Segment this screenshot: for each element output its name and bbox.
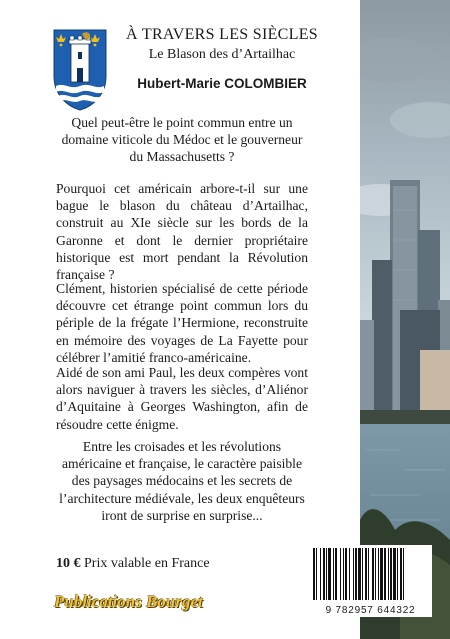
book-title: À TRAVERS LES SIÈCLES (126, 26, 318, 43)
barcode-bar (355, 548, 357, 600)
coat-of-arms-icon (52, 28, 108, 112)
barcode-bar (365, 548, 367, 600)
publisher-logo: Publications Bourget (54, 592, 203, 611)
barcode-bar (326, 548, 327, 600)
barcode-bar (380, 548, 383, 600)
blurb-paragraph-2: Pourquoi cet américain arbore-t-il sur une bague le blason du château d’Artailhac, construit au XIe siècle sur les bords de la Garonne et dont le dernier propriétaire historique est mort pendant la Révolution française ? (56, 181, 308, 283)
barcode-bar (333, 548, 334, 600)
barcode-bar (320, 548, 321, 600)
barcode-bar (343, 548, 344, 600)
blurb-paragraph-4: Aidé de son ami Paul, les deux compères vont alors naviguer à travers les siècles, d’Aliénor d’Aquitaine à Georges Washington, afin de résoudre cette énigme. (56, 365, 308, 432)
barcode-bar (340, 548, 341, 600)
barcode-bar (335, 548, 337, 600)
barcode-bar (375, 548, 376, 600)
isbn-number: 9 782957 644322 (325, 605, 416, 616)
barcode-bar (378, 548, 379, 600)
barcode-bar (316, 548, 317, 600)
barcode-bars (309, 545, 432, 603)
barcode-bar (384, 548, 386, 600)
barcode-bar (397, 548, 398, 600)
blurb-paragraph-5: Entre les croisades et les révolutions américaine et française, le caractère paisible des paysages médocains et les secrets de l’architecture médiévale, les deux enquêteurs iront de surprise en surprise... (59, 439, 305, 523)
isbn-barcode (309, 545, 432, 617)
price-note: Prix valable en France (84, 556, 210, 571)
barcode-bar (358, 548, 361, 600)
barcode-bar (388, 548, 389, 600)
barcode-bar (328, 548, 331, 600)
barcode-bar (323, 548, 325, 600)
barcode-bar (390, 548, 392, 600)
barcode-bar (362, 548, 363, 600)
barcode-bar (393, 548, 396, 600)
book-author: Hubert-Marie COLOMBIER (137, 76, 307, 91)
barcode-bar (349, 548, 350, 600)
barcode-bar (345, 548, 347, 600)
price-amount: 10 € (56, 556, 81, 571)
barcode-bar (313, 548, 315, 600)
book-subtitle: Le Blason des d’Artailhac (148, 47, 296, 62)
barcode-bar (368, 548, 369, 600)
blurb-paragraph-1: Quel peut-être le point commun entre un domaine viticole du Médoc et le gouverneur du Massachusetts ? (61, 115, 303, 165)
price-line (56, 556, 210, 572)
barcode-bar (400, 548, 402, 600)
barcode-bar (372, 548, 374, 600)
barcode-bar (403, 548, 404, 600)
blurb-paragraph-3: Clément, historien spécialisé de cette période découvre cet étrange point commun lors du périple de la frégate l’Hermione, reconstruite en mémoire des voyages de La Fayette pour célébrer l’amitié franco-américaine. (56, 281, 308, 365)
barcode-bar (353, 548, 354, 600)
cover-photo-strip (360, 0, 450, 639)
